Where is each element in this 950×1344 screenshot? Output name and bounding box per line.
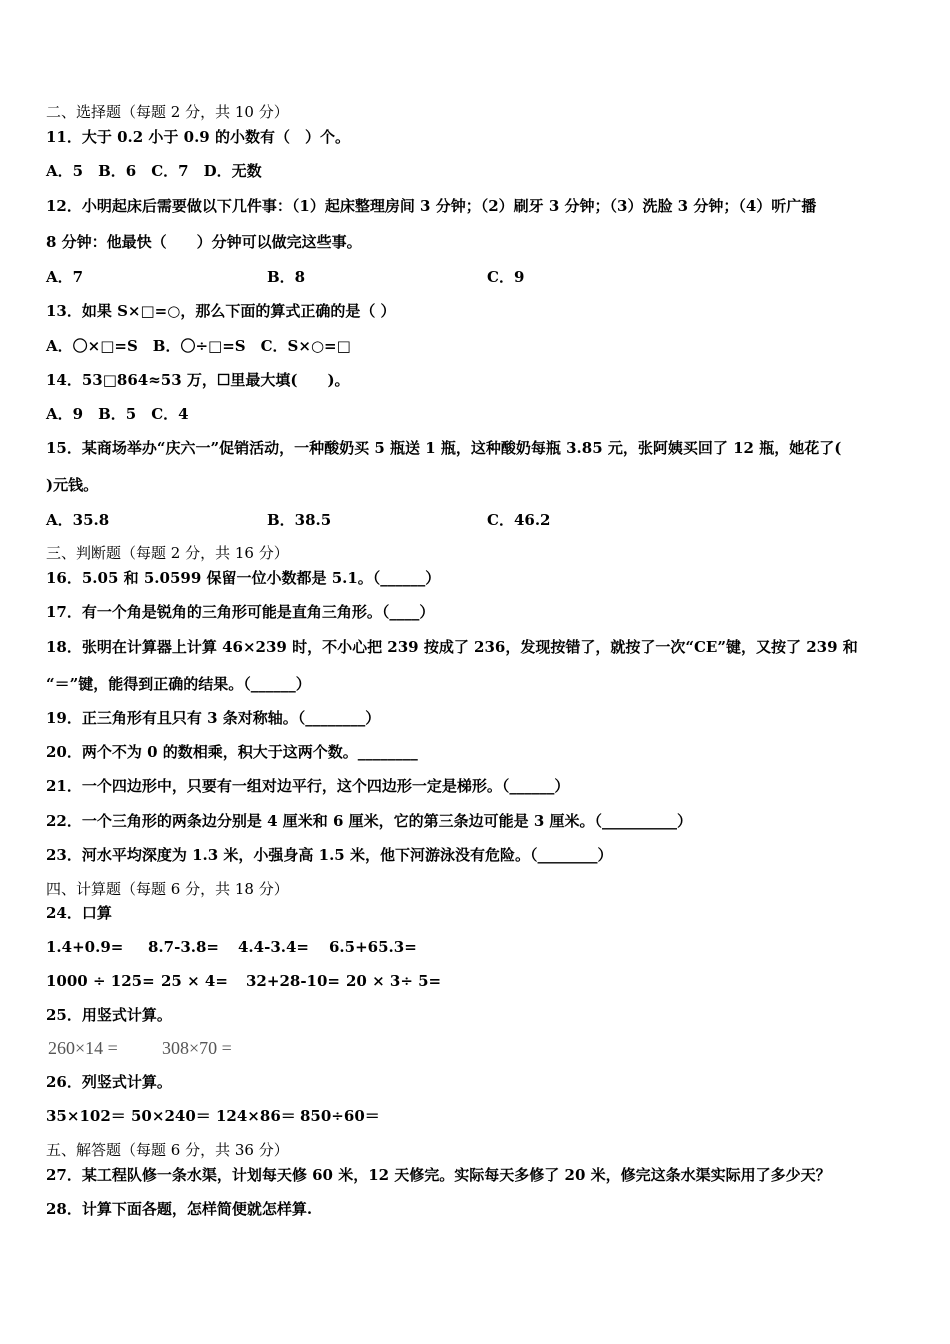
question-18-line2: “＝”键，能得到正确的结果。（______）: [46, 675, 311, 693]
oral-calc-item: 25 × 4=: [161, 972, 228, 990]
question-15-line2: )元钱。: [46, 476, 99, 494]
question-13: 13．如果 S×□=○，那么下面的算式正确的是（ ）: [46, 302, 396, 320]
question-19: 19．正三角形有且只有 3 条对称轴。（________）: [46, 709, 381, 727]
oral-calc-item: 6.5+65.3=: [329, 938, 417, 956]
question-13-options: A．〇×□=S B．〇÷□=S C．S×○=□: [46, 337, 351, 355]
question-15-option-a: A．35.8: [46, 511, 110, 529]
oral-calc-item: 8.7-3.8=: [148, 938, 219, 956]
vertical-calc-expression: 308×70 =: [162, 1038, 232, 1058]
question-28: 28．计算下面各题，怎样简便就怎样算.: [46, 1200, 313, 1218]
column-calc-item: 850÷60＝: [300, 1107, 380, 1125]
column-calc-item: 35×102＝: [46, 1107, 126, 1125]
question-11: 11．大于 0.2 小于 0.9 的小数有（ ）个。: [46, 128, 350, 146]
question-20: 20．两个不为 0 的数相乘，积大于这两个数。________: [46, 743, 418, 761]
question-12-option-a: A．7: [46, 268, 84, 286]
question-11-options: A．5 B．6 C．7 D．无数: [46, 162, 262, 180]
question-16: 16．5.05 和 5.0599 保留一位小数都是 5.1。（______）: [46, 569, 441, 587]
question-15-line1: 15．某商场举办“庆六一”促销活动，一种酸奶买 5 瓶送 1 瓶，这种酸奶每瓶 3.85 元，张阿姨买回了 12 瓶，她花了(: [46, 439, 842, 457]
question-17: 17．有一个角是锐角的三角形可能是直角三角形。（____）: [46, 603, 435, 621]
question-12-line2: 8 分钟：他最快（ ）分钟可以做完这些事。: [46, 233, 362, 251]
question-14: 14．53□864≈53 万，☐里最大填( )。: [46, 371, 350, 389]
question-14-options: A．9 B．5 C．4: [46, 405, 189, 423]
question-22: 22．一个三角形的两条边分别是 4 厘米和 6 厘米，它的第三条边可能是 3 厘米。（__________）: [46, 812, 693, 830]
oral-calc-item: 4.4-3.4=: [238, 938, 309, 956]
oral-calc-item: 1000 ÷ 125=: [46, 972, 155, 990]
oral-calc-item: 20 × 3÷ 5=: [346, 972, 442, 990]
column-calc-item: 50×240＝: [131, 1107, 211, 1125]
section-judge-heading: 三、判断题（每题 2 分，共 16 分）: [46, 544, 289, 562]
question-12-option-c: C．9: [487, 268, 525, 286]
question-15-option-b: B．38.5: [267, 511, 332, 529]
question-24-title: 24．口算: [46, 904, 112, 922]
section-solve-heading: 五、解答题（每题 6 分，共 36 分）: [46, 1141, 289, 1159]
question-27: 27．某工程队修一条水渠，计划每天修 60 米，12 天修完。实际每天多修了 20 米，修完这条水渠实际用了多少天？: [46, 1166, 831, 1184]
column-calc-item: 124×86＝: [216, 1107, 296, 1125]
question-12-option-b: B．8: [267, 268, 306, 286]
question-26-title: 26．列竖式计算。: [46, 1073, 172, 1091]
section-calc-heading: 四、计算题（每题 6 分，共 18 分）: [46, 880, 289, 898]
question-25-title: 25．用竖式计算。: [46, 1006, 172, 1024]
question-15-option-c: C．46.2: [487, 511, 551, 529]
question-12-line1: 12．小明起床后需要做以下几件事：（1）起床整理房间 3 分钟；（2）刷牙 3 分钟；（3）洗脸 3 分钟；（4）听广播: [46, 197, 817, 215]
question-23: 23．河水平均深度为 1.3 米，小强身高 1.5 米，他下河游泳没有危险。（________）: [46, 846, 613, 864]
oral-calc-item: 1.4+0.9=: [46, 938, 124, 956]
question-18-line1: 18．张明在计算器上计算 46×239 时，不小心把 239 按成了 236，发现按错了，就按了一次“CE”键，又按了 239 和: [46, 638, 858, 656]
question-21: 21．一个四边形中，只要有一组对边平行，这个四边形一定是梯形。（______）: [46, 777, 570, 795]
vertical-calc-expression: 260×14 =: [48, 1038, 118, 1058]
oral-calc-item: 32+28-10=: [246, 972, 340, 990]
section-choice-heading: 二、选择题（每题 2 分，共 10 分）: [46, 103, 289, 121]
